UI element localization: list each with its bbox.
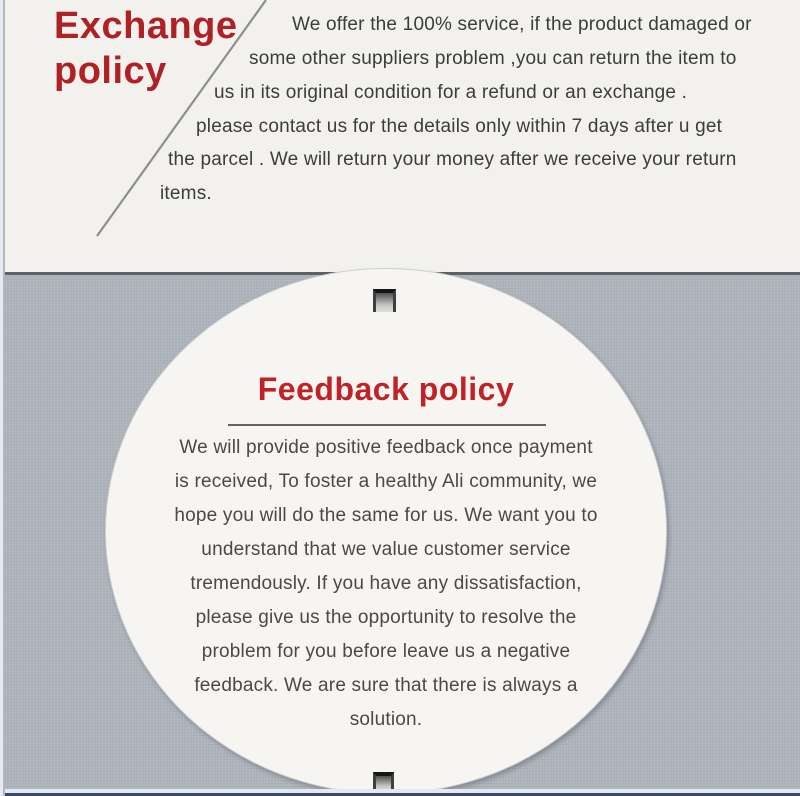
exchange-policy-title-line2: policy <box>54 50 167 92</box>
feedback-body-line: We will provide positive feedback once payment <box>179 437 593 458</box>
exchange-policy-panel <box>0 0 800 272</box>
feedback-body-line: solution. <box>349 709 423 730</box>
feedback-body-line: please give us the opportunity to resolve the <box>195 607 577 628</box>
exchange-body-line: us in its original condition for a refund or an exchange . <box>214 82 688 103</box>
feedback-body-line: is received, To foster a healthy Ali community, we <box>174 471 598 492</box>
exchange-body-line: some other suppliers problem ,you can return the item to <box>249 48 737 69</box>
feedback-policy-title: Feedback policy <box>257 371 515 407</box>
feedback-body-line: understand that we value customer service <box>201 539 571 560</box>
exchange-body-line: We offer the 100% service, if the product damaged or <box>292 14 752 35</box>
left-edge-border <box>0 0 6 796</box>
exchange-body-line: please contact us for the details only within 7 days after u get <box>196 116 723 137</box>
feedback-card-circle <box>105 268 667 794</box>
feedback-body-text <box>126 431 646 737</box>
hang-hole-top <box>373 289 396 312</box>
exchange-body-line: items. <box>160 183 212 204</box>
exchange-body-line: the parcel . We will return your money after we receive your return <box>168 149 737 170</box>
feedback-body-line: hope you will do the same for us. We want you to <box>174 505 598 526</box>
feedback-body-line: feedback. We are sure that there is always a <box>194 675 578 696</box>
exchange-policy-title-line1: Exchange <box>54 5 238 47</box>
feedback-body-line: tremendously. If you have any dissatisfaction, <box>190 573 582 594</box>
feedback-title-underline <box>228 424 546 426</box>
feedback-body-line: problem for you before leave us a negative <box>201 641 571 662</box>
